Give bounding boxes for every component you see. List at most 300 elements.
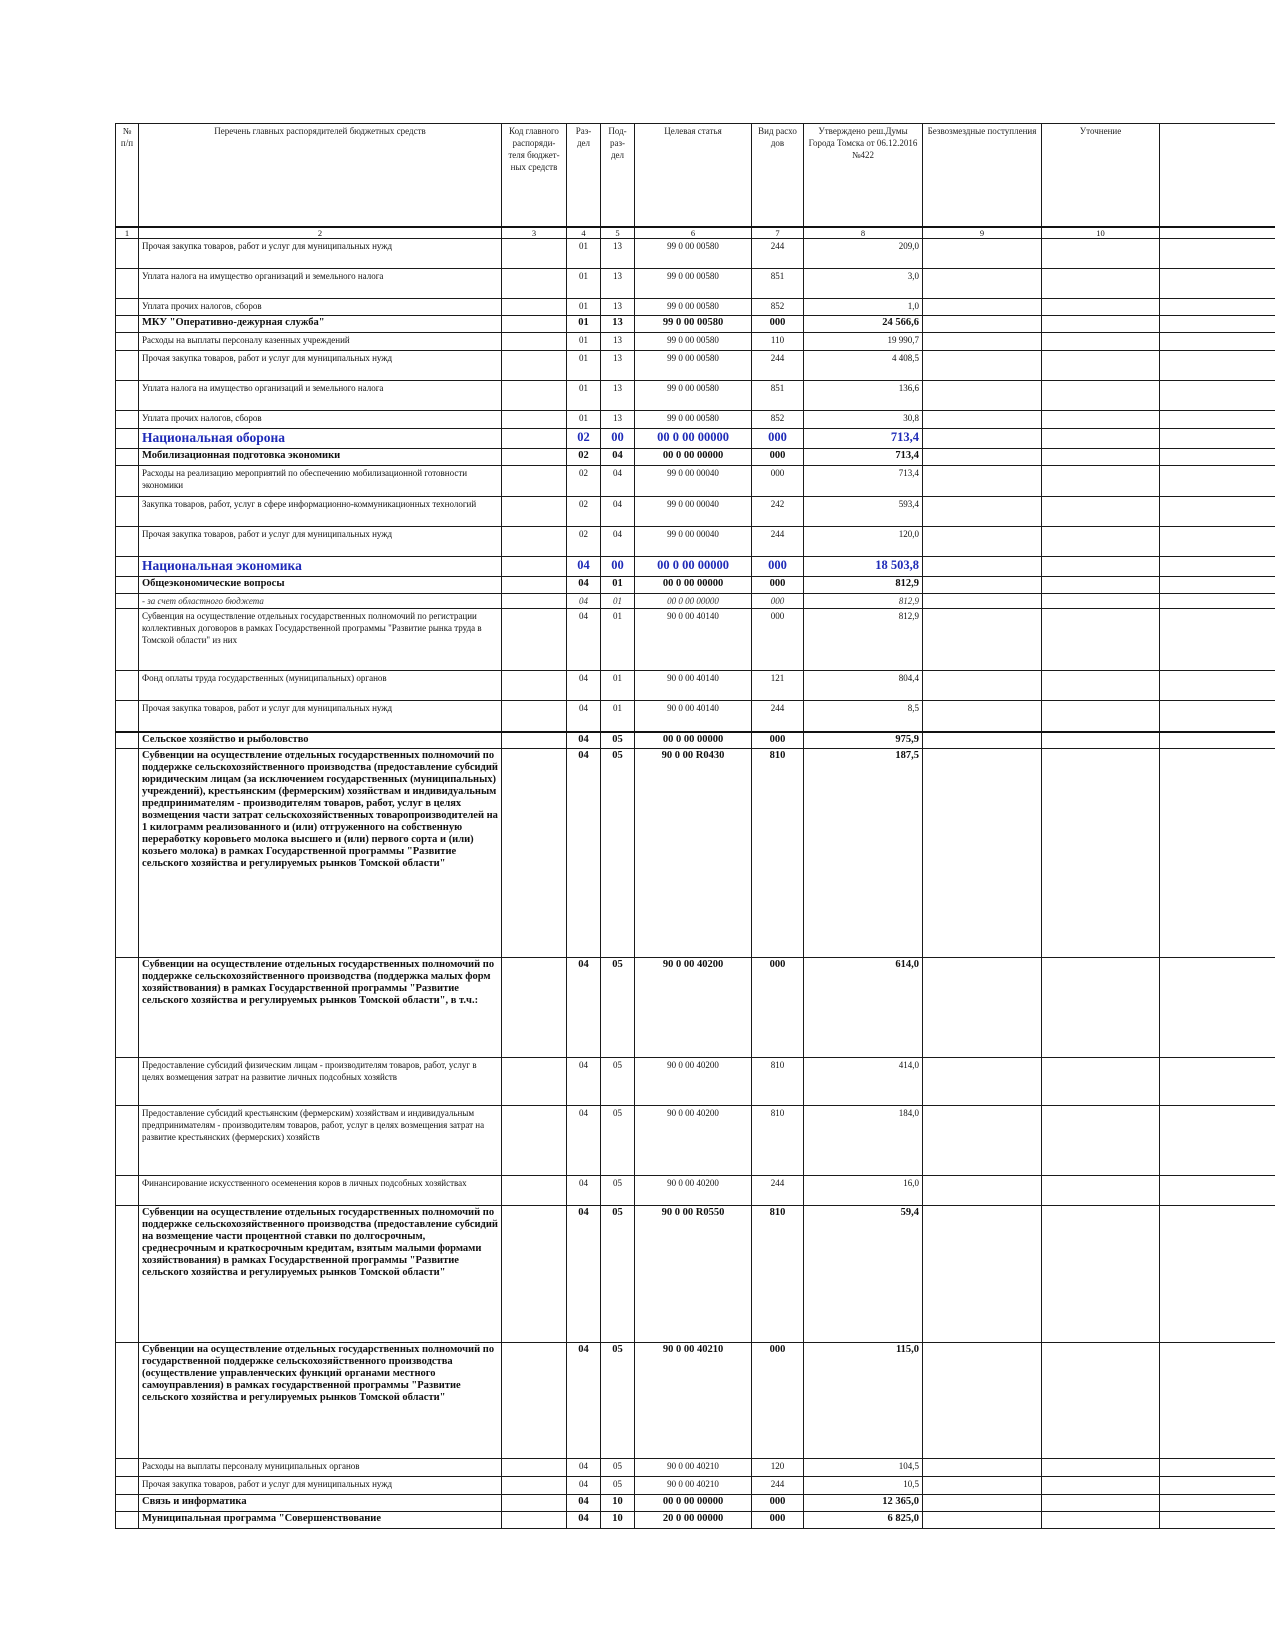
cell-statya: 20 0 00 00000 [635,1512,752,1529]
cell-razdel: 04 [567,1343,601,1459]
table-row [116,958,1275,1058]
table-row [116,1459,1275,1477]
cell-name: Сельское хозяйство и рыболовство [139,732,502,749]
cell-extra [1160,411,1275,429]
cell-grants [923,577,1042,594]
cell-num [116,1106,139,1176]
cell-statya: 99 0 00 00580 [635,381,752,411]
cell-extra [1160,1206,1275,1343]
cell-num [116,1495,139,1512]
cell-num [116,1512,139,1529]
cell-amount: 209,0 [804,239,923,269]
cell-podrazdel: 01 [601,671,635,701]
cell-statya: 99 0 00 00040 [635,497,752,527]
cell-name: Закупка товаров, работ, услуг в сфере информационно-коммуникационных технологий [139,497,502,527]
cell-grants [923,1495,1042,1512]
header-podrazdel: Под-раз-дел [601,124,635,228]
cell-razdel: 04 [567,577,601,594]
cell-extra [1160,269,1275,299]
budget-table [115,123,1275,1529]
cell-num [116,1206,139,1343]
table-row [116,1495,1275,1512]
cell-clarification [1042,351,1160,381]
table-row [116,269,1275,299]
cell-statya: 90 0 00 40210 [635,1477,752,1495]
cell-vid: 244 [752,239,804,269]
cell-statya: 90 0 00 40210 [635,1459,752,1477]
cell-razdel: 02 [567,497,601,527]
cell-vid: 000 [752,732,804,749]
cell-num [116,269,139,299]
cell-name: Субвенции на осуществление отдельных государственных полномочий по поддержке сельскохозяйственного производства (поддержка малых форм хозяйствования) в рамках Государственной программы "Развитие сельского хозяйства и регулируемых рынков Томской области", в т.ч.: [139,958,502,1058]
cell-name: Прочая закупка товаров, работ и услуг для муниципальных нужд [139,239,502,269]
header-code: Код главного распоряди-теля бюджет-ных средств [502,124,567,228]
cell-name: Прочая закупка товаров, работ и услуг для муниципальных нужд [139,701,502,732]
cell-vid: 000 [752,466,804,497]
cell-num [116,429,139,449]
cell-code [502,269,567,299]
cell-amount: 1,0 [804,299,923,316]
cell-num [116,449,139,466]
cell-podrazdel: 13 [601,299,635,316]
cell-razdel: 01 [567,411,601,429]
cell-grants [923,671,1042,701]
table-row [116,1176,1275,1206]
cell-razdel: 04 [567,557,601,577]
cell-grants [923,609,1042,671]
cell-extra [1160,671,1275,701]
table-row [116,609,1275,671]
cell-amount: 8,5 [804,701,923,732]
cell-podrazdel: 10 [601,1495,635,1512]
cell-num [116,527,139,557]
cell-extra [1160,732,1275,749]
table-row [116,1206,1275,1343]
header-extra [1160,124,1275,228]
cell-num [116,351,139,381]
cell-name: Национальная оборона [139,429,502,449]
table-row [116,411,1275,429]
cell-grants [923,316,1042,333]
table-row [116,449,1275,466]
cell-amount: 10,5 [804,1477,923,1495]
cell-clarification [1042,449,1160,466]
header-row [116,124,1275,228]
cell-podrazdel: 05 [601,958,635,1058]
cell-name: Предоставление субсидий крестьянским (фермерским) хозяйствам и индивидуальным предпринимателям - производителям товаров, работ, услуг в целях возмещения затрат на развитие крестьянских (фермерских) хозяйств [139,1106,502,1176]
table-row [116,1512,1275,1529]
cell-name: МКУ "Оперативно-дежурная служба" [139,316,502,333]
cell-statya: 00 0 00 00000 [635,594,752,609]
cell-num [116,411,139,429]
header-approved: Утверждено реш.Думы Города Томска от 06.12.2016 №422 [804,124,923,228]
cell-amount: 713,4 [804,466,923,497]
cell-code [502,609,567,671]
cell-name: Прочая закупка товаров, работ и услуг для муниципальных нужд [139,1477,502,1495]
cell-clarification [1042,958,1160,1058]
cell-amount: 184,0 [804,1106,923,1176]
cell-code [502,1176,567,1206]
cell-clarification [1042,557,1160,577]
cell-podrazdel: 01 [601,577,635,594]
cell-amount: 713,4 [804,449,923,466]
cell-vid: 244 [752,1176,804,1206]
cell-extra [1160,557,1275,577]
column-number: 3 [502,227,567,239]
cell-statya: 90 0 00 40200 [635,1058,752,1106]
cell-clarification [1042,1343,1160,1459]
cell-clarification [1042,609,1160,671]
cell-num [116,299,139,316]
cell-grants [923,1459,1042,1477]
cell-extra [1160,527,1275,557]
column-number: 1 [116,227,139,239]
cell-podrazdel: 05 [601,1206,635,1343]
cell-grants [923,1106,1042,1176]
cell-extra [1160,351,1275,381]
cell-clarification [1042,333,1160,351]
cell-amount: 24 566,6 [804,316,923,333]
cell-statya: 90 0 00 40140 [635,701,752,732]
cell-extra [1160,316,1275,333]
cell-statya: 00 0 00 00000 [635,557,752,577]
cell-clarification [1042,429,1160,449]
cell-podrazdel: 01 [601,594,635,609]
cell-amount: 136,6 [804,381,923,411]
cell-clarification [1042,381,1160,411]
cell-razdel: 04 [567,1495,601,1512]
cell-grants [923,1477,1042,1495]
cell-amount: 19 990,7 [804,333,923,351]
cell-code [502,1058,567,1106]
cell-code [502,411,567,429]
table-row [116,466,1275,497]
table-row [116,1343,1275,1459]
cell-clarification [1042,466,1160,497]
table-row [116,333,1275,351]
cell-vid: 244 [752,1477,804,1495]
cell-vid: 242 [752,497,804,527]
cell-code [502,732,567,749]
cell-vid: 000 [752,449,804,466]
cell-extra [1160,749,1275,958]
cell-num [116,466,139,497]
cell-statya: 99 0 00 00580 [635,299,752,316]
cell-statya: 00 0 00 00000 [635,429,752,449]
cell-name: Расходы на выплаты персоналу казенных учреждений [139,333,502,351]
cell-podrazdel: 13 [601,333,635,351]
cell-code [502,1343,567,1459]
cell-statya: 90 0 00 40210 [635,1343,752,1459]
table-row [116,429,1275,449]
cell-extra [1160,333,1275,351]
cell-code [502,527,567,557]
cell-grants [923,1512,1042,1529]
cell-amount: 187,5 [804,749,923,958]
cell-extra [1160,466,1275,497]
cell-name: Уплата налога на имущество организаций и земельного налога [139,381,502,411]
cell-clarification [1042,269,1160,299]
cell-razdel: 04 [567,1206,601,1343]
column-number: 2 [139,227,502,239]
cell-clarification [1042,411,1160,429]
table-row [116,594,1275,609]
cell-extra [1160,449,1275,466]
header-vid: Вид расхо дов [752,124,804,228]
cell-statya: 99 0 00 00580 [635,269,752,299]
cell-extra [1160,577,1275,594]
cell-vid: 000 [752,557,804,577]
cell-num [116,958,139,1058]
column-number: 6 [635,227,752,239]
cell-amount: 6 825,0 [804,1512,923,1529]
cell-clarification [1042,316,1160,333]
cell-podrazdel: 05 [601,1176,635,1206]
cell-razdel: 01 [567,269,601,299]
cell-code [502,316,567,333]
cell-amount: 713,4 [804,429,923,449]
cell-extra [1160,299,1275,316]
cell-grants [923,411,1042,429]
cell-grants [923,749,1042,958]
cell-statya: 90 0 00 40140 [635,609,752,671]
cell-num [116,701,139,732]
cell-podrazdel: 00 [601,557,635,577]
cell-num [116,1459,139,1477]
cell-statya: 00 0 00 00000 [635,449,752,466]
cell-grants [923,381,1042,411]
cell-vid: 000 [752,958,804,1058]
cell-name: Субвенции на осуществление отдельных государственных полномочий по поддержке сельскохозяйственного производства (предоставление субсидий юридическим лицам (за исключением государственных (муниципальных) учреждений), крестьянским (фермерским) хозяйствам и индивидуальным предпринимателям - производителям товаров, работ, услуг в целях возмещения части затрат сельскохозяйственных товаропроизводителей на 1 килограмм реализованного и (или) отгруженного на собственную переработку коровьего молока высшего и (или) первого сорта и (или) козьего молока) в рамках Государственной программы "Развитие сельского хозяйства и регулируемых рынков Томской области" [139,749,502,958]
cell-clarification [1042,749,1160,958]
cell-amount: 414,0 [804,1058,923,1106]
cell-extra [1160,1459,1275,1477]
header-clarification: Уточнение [1042,124,1160,228]
cell-name: Прочая закупка товаров, работ и услуг для муниципальных нужд [139,351,502,381]
cell-podrazdel: 04 [601,449,635,466]
cell-vid: 851 [752,381,804,411]
cell-razdel: 01 [567,316,601,333]
header-num: № п/п [116,124,139,228]
cell-code [502,497,567,527]
cell-extra [1160,1058,1275,1106]
cell-podrazdel: 04 [601,466,635,497]
cell-statya: 00 0 00 00000 [635,732,752,749]
cell-razdel: 04 [567,701,601,732]
cell-podrazdel: 05 [601,1058,635,1106]
cell-code [502,381,567,411]
cell-podrazdel: 05 [601,749,635,958]
cell-amount: 812,9 [804,594,923,609]
cell-code [502,701,567,732]
cell-grants [923,527,1042,557]
cell-statya: 99 0 00 00580 [635,351,752,381]
cell-extra [1160,594,1275,609]
cell-clarification [1042,1106,1160,1176]
column-number: 4 [567,227,601,239]
header-grants: Безвозмездные поступления [923,124,1042,228]
cell-razdel: 04 [567,749,601,958]
cell-razdel: 04 [567,1176,601,1206]
cell-amount: 4 408,5 [804,351,923,381]
column-number: 7 [752,227,804,239]
cell-num [116,1058,139,1106]
cell-clarification [1042,239,1160,269]
cell-num [116,316,139,333]
cell-name: - за счет областного бюджета [139,594,502,609]
cell-podrazdel: 01 [601,701,635,732]
cell-vid: 851 [752,269,804,299]
cell-razdel: 04 [567,594,601,609]
cell-name: Расходы на выплаты персоналу муниципальных органов [139,1459,502,1477]
cell-razdel: 04 [567,732,601,749]
cell-vid: 244 [752,351,804,381]
table-row [116,316,1275,333]
cell-grants [923,466,1042,497]
cell-statya: 99 0 00 00580 [635,411,752,429]
cell-num [116,609,139,671]
column-number-row [116,227,1275,239]
cell-podrazdel: 13 [601,269,635,299]
cell-podrazdel: 01 [601,609,635,671]
cell-clarification [1042,732,1160,749]
cell-clarification [1042,497,1160,527]
cell-code [502,1477,567,1495]
cell-razdel: 02 [567,449,601,466]
table-row [116,1058,1275,1106]
cell-code [502,429,567,449]
cell-extra [1160,429,1275,449]
cell-code [502,577,567,594]
cell-name: Связь и информатика [139,1495,502,1512]
cell-num [116,497,139,527]
cell-name: Финансирование искусственного осеменения коров в личных подсобных хозяйствах [139,1176,502,1206]
header-razdel: Раз-дел [567,124,601,228]
cell-amount: 12 365,0 [804,1495,923,1512]
cell-code [502,239,567,269]
cell-num [116,381,139,411]
cell-clarification [1042,527,1160,557]
cell-amount: 812,9 [804,609,923,671]
cell-code [502,1106,567,1176]
table-row [116,381,1275,411]
cell-podrazdel: 05 [601,1459,635,1477]
cell-code [502,466,567,497]
cell-grants [923,594,1042,609]
cell-vid: 000 [752,1343,804,1459]
cell-clarification [1042,671,1160,701]
cell-podrazdel: 05 [601,1477,635,1495]
cell-grants [923,1058,1042,1106]
cell-grants [923,449,1042,466]
cell-podrazdel: 05 [601,732,635,749]
cell-num [116,732,139,749]
cell-statya: 00 0 00 00000 [635,1495,752,1512]
table-row [116,749,1275,958]
cell-name: Общеэкономические вопросы [139,577,502,594]
cell-amount: 975,9 [804,732,923,749]
cell-amount: 59,4 [804,1206,923,1343]
cell-vid: 852 [752,299,804,316]
table-row [116,557,1275,577]
cell-statya: 90 0 00 40200 [635,1106,752,1176]
cell-extra [1160,609,1275,671]
cell-vid: 121 [752,671,804,701]
cell-grants [923,497,1042,527]
cell-razdel: 01 [567,299,601,316]
cell-grants [923,269,1042,299]
cell-razdel: 04 [567,671,601,701]
cell-name: Мобилизационная подготовка экономики [139,449,502,466]
cell-razdel: 04 [567,1477,601,1495]
cell-num [116,749,139,958]
cell-vid: 810 [752,749,804,958]
cell-statya: 90 0 00 40200 [635,1176,752,1206]
cell-vid: 244 [752,527,804,557]
cell-clarification [1042,1206,1160,1343]
cell-statya: 99 0 00 00580 [635,333,752,351]
cell-num [116,333,139,351]
cell-vid: 000 [752,1495,804,1512]
cell-amount: 18 503,8 [804,557,923,577]
cell-podrazdel: 00 [601,429,635,449]
cell-num [116,671,139,701]
cell-statya: 99 0 00 00040 [635,466,752,497]
column-number: 9 [923,227,1042,239]
cell-name: Национальная экономика [139,557,502,577]
cell-vid: 120 [752,1459,804,1477]
cell-podrazdel: 05 [601,1106,635,1176]
cell-amount: 104,5 [804,1459,923,1477]
table-row [116,527,1275,557]
header-name: Перечень главных распорядителей бюджетных средств [139,124,502,228]
cell-extra [1160,1106,1275,1176]
cell-code [502,1206,567,1343]
cell-statya: 99 0 00 00580 [635,239,752,269]
cell-podrazdel: 05 [601,1343,635,1459]
cell-podrazdel: 10 [601,1512,635,1529]
cell-vid: 810 [752,1058,804,1106]
cell-name: Уплата прочих налогов, сборов [139,299,502,316]
cell-razdel: 04 [567,958,601,1058]
cell-amount: 30,8 [804,411,923,429]
cell-razdel: 01 [567,381,601,411]
cell-amount: 16,0 [804,1176,923,1206]
cell-vid: 810 [752,1206,804,1343]
cell-name: Прочая закупка товаров, работ и услуг для муниципальных нужд [139,527,502,557]
cell-podrazdel: 13 [601,381,635,411]
cell-num [116,239,139,269]
table-row [116,299,1275,316]
cell-vid: 110 [752,333,804,351]
cell-clarification [1042,1512,1160,1529]
cell-name: Субвенция на осуществление отдельных государственных полномочий по регистрации коллективных договоров в рамках Государственной программы "Развитие рынка труда в Томской области" из них [139,609,502,671]
cell-extra [1160,497,1275,527]
cell-razdel: 02 [567,466,601,497]
cell-name: Уплата прочих налогов, сборов [139,411,502,429]
cell-razdel: 04 [567,609,601,671]
cell-clarification [1042,701,1160,732]
cell-clarification [1042,1459,1160,1477]
cell-statya: 90 0 00 40200 [635,958,752,1058]
table-row [116,577,1275,594]
cell-code [502,1495,567,1512]
cell-vid: 000 [752,577,804,594]
cell-clarification [1042,299,1160,316]
cell-name: Предоставление субсидий физическим лицам - производителям товаров, работ, услуг в целях возмещения затрат на развитие личных подсобных хозяйств [139,1058,502,1106]
cell-vid: 000 [752,594,804,609]
cell-vid: 244 [752,701,804,732]
